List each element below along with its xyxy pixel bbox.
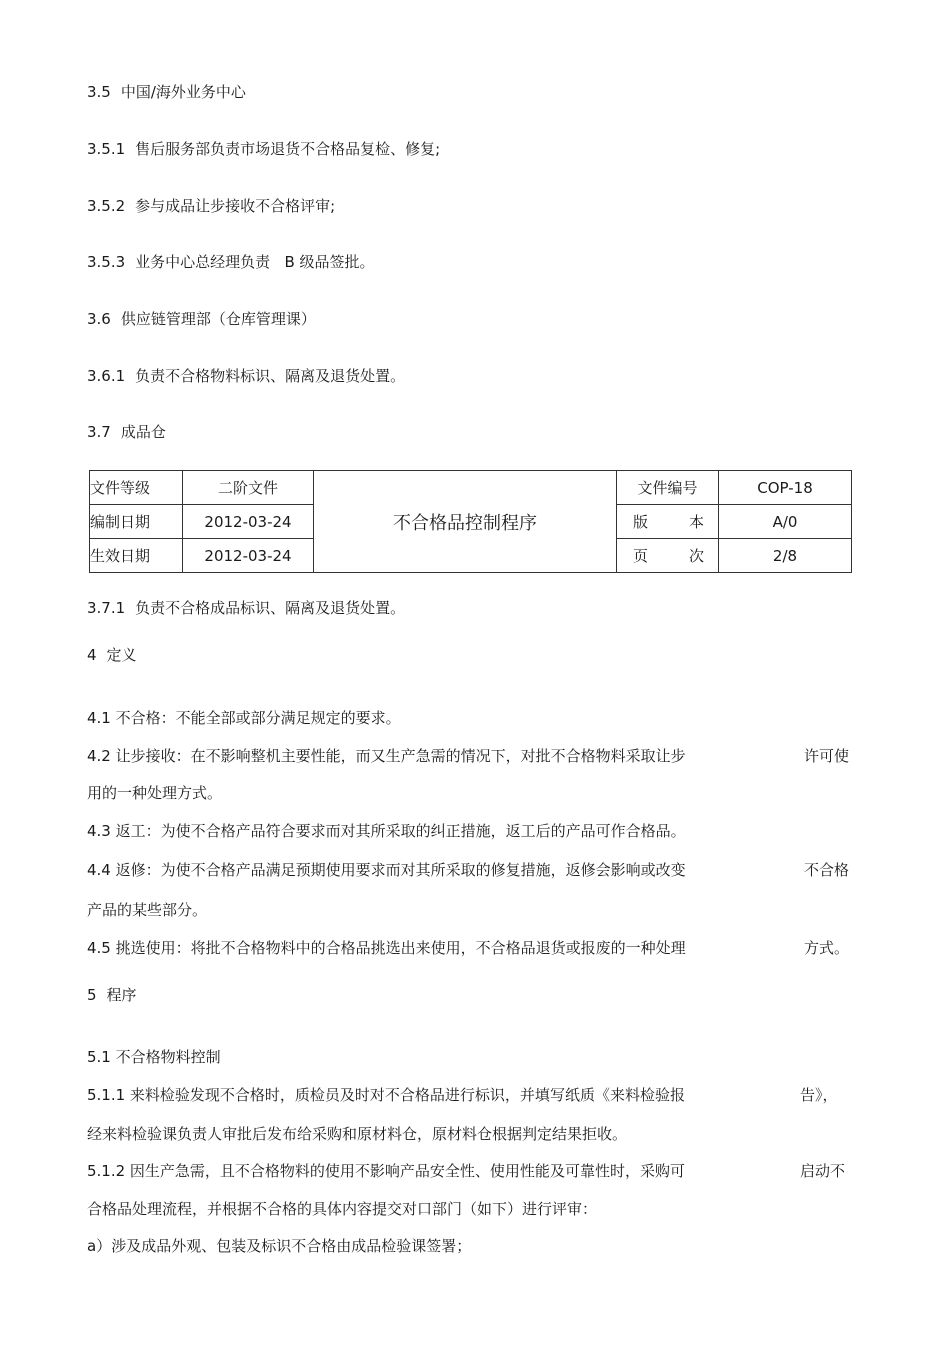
effective-date-label: 生效日期 [90, 539, 183, 573]
clause-item: 3.6.1 负责不合格物料标识、隔离及退货处置。 [87, 367, 406, 385]
clause-item: 3.5.2 参与成品让步接收不合格评审; [87, 197, 336, 215]
doc-number-value: COP-18 [719, 471, 852, 505]
definition-4-1: 4.1 不合格：不能全部或部分满足规定的要求。 [87, 709, 401, 727]
doc-level-value: 二阶文件 [183, 471, 314, 505]
definition-4-5-tail: 方式。 [804, 939, 850, 957]
section-heading: 4 定义 [87, 646, 137, 664]
procedure-5-1-1: 5.1.1 来料检验发现不合格时，质检员及时对不合格品进行标识，并填写纸质《来料检验报 [87, 1086, 685, 1104]
procedure-5-1-1-tail: 告》， [800, 1086, 838, 1104]
doc-number-label: 文件编号 [617, 471, 719, 505]
section-heading: 3.6 供应链管理部（仓库管理课） [87, 310, 316, 328]
procedure-5-1-2-cont: 合格品处理流程，并根据不合格的具体内容提交对口部门（如下）进行评审： [87, 1200, 598, 1218]
clause-item: 3.5.3 业务中心总经理负责 B 级品签批。 [87, 253, 375, 271]
definition-4-2-tail: 许可使 [804, 747, 850, 765]
edit-date-value: 2012-03-24 [183, 505, 314, 539]
clause-item: 3.7.1 负责不合格成品标识、隔离及退货处置。 [87, 599, 406, 617]
edit-date-label: 编制日期 [90, 505, 183, 539]
definition-4-4: 4.4 返修：为使不合格产品满足预期使用要求而对其所采取的修复措施，返修会影响或改变 [87, 861, 686, 879]
definition-4-5: 4.5 挑选使用：将批不合格物料中的合格品挑选出来使用，不合格品退货或报废的一种处理 [87, 939, 686, 957]
definition-4-3: 4.3 返工：为使不合格产品符合要求而对其所采取的纠正措施，返工后的产品可作合格品。 [87, 822, 686, 840]
procedure-5-1-2: 5.1.2 因生产急需，且不合格物料的使用不影响产品安全性、使用性能及可靠性时，采购可 [87, 1162, 685, 1180]
version-label: 版 本 [617, 505, 719, 539]
definition-4-4-cont: 产品的某些部分。 [87, 901, 208, 919]
clause-item: 3.5.1 售后服务部负责市场退货不合格品复检、修复; [87, 140, 441, 158]
definition-4-4-tail: 不合格 [804, 861, 850, 879]
subsection-heading: 5.1 不合格物料控制 [87, 1048, 221, 1066]
version-value: A/0 [719, 505, 852, 539]
page-label: 页 次 [617, 539, 719, 573]
doc-level-label: 文件等级 [90, 471, 183, 505]
procedure-5-1-2-tail: 启动不 [800, 1162, 846, 1180]
effective-date-value: 2012-03-24 [183, 539, 314, 573]
page-value: 2/8 [719, 539, 852, 573]
section-heading: 3.5 中国/海外业务中心 [87, 83, 246, 101]
section-heading: 5 程序 [87, 986, 137, 1004]
definition-4-2: 4.2 让步接收：在不影响整机主要性能，而又生产急需的情况下，对批不合格物料采取让步 [87, 747, 686, 765]
definition-4-2-cont: 用的一种处理方式。 [87, 784, 223, 802]
document-header-table [89, 470, 852, 573]
procedure-item-a: a）涉及成品外观、包装及标识不合格由成品检验课签署； [87, 1237, 472, 1255]
section-heading: 3.7 成品仓 [87, 423, 166, 441]
doc-title: 不合格品控制程序 [314, 471, 617, 573]
procedure-5-1-1-cont: 经来料检验课负责人审批后发布给采购和原材料仓，原材料仓根据判定结果拒收。 [87, 1125, 628, 1143]
